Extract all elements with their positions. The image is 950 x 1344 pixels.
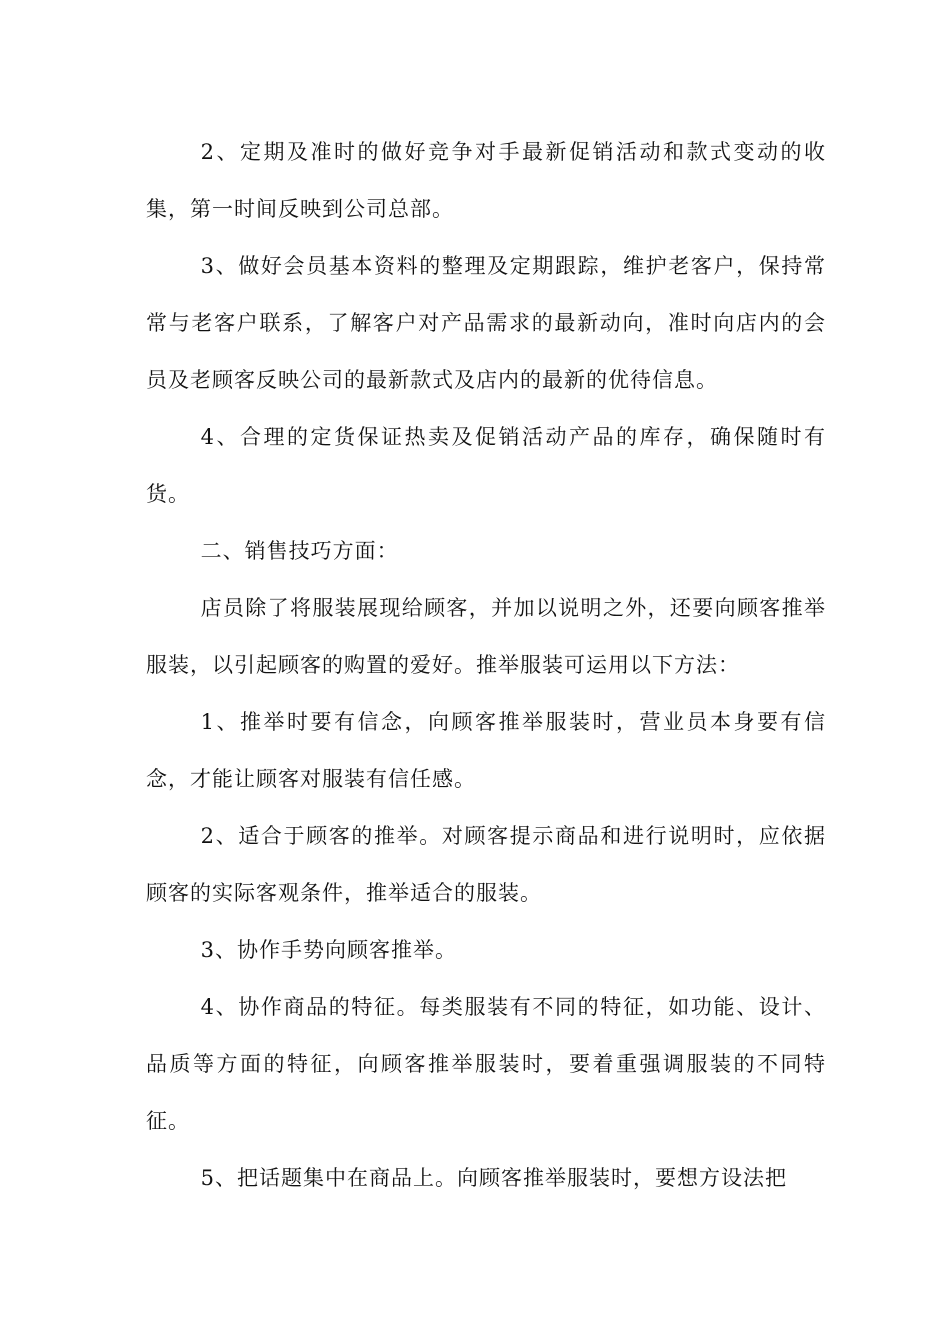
paragraph-inventory-stocking: 4、合理的定货保证热卖及促销活动产品的库存，确保随时有货。 — [146, 425, 826, 506]
document-body — [146, 124, 826, 1207]
paragraph-method-features: 4、协作商品的特征。每类服装有不同的特征，如功能、设计、品质等方面的特征，向顾客推举服装时，要着重强调服装的不同特征。 — [146, 995, 826, 1133]
paragraph-member-tracking: 3、做好会员基本资料的整理及定期跟踪，维护老客户，保持常常与老客户联系，了解客户对产品需求的最新动向，准时向店内的会员及老顾客反映公司的最新款式及店内的最新的优待信息。 — [146, 254, 826, 392]
section-heading-sales-skills: 二、销售技巧方面： — [200, 539, 399, 563]
paragraph-method-focus-topic: 5、把话题集中在商品上。向顾客推举服装时，要想方设法把 — [200, 1166, 787, 1190]
paragraph-method-gestures: 3、协作手势向顾客推举。 — [200, 938, 457, 962]
paragraph-method-suitable: 2、适合于顾客的推举。对顾客提示商品和进行说明时，应依据顾客的实际客观条件，推举适合的服装。 — [146, 824, 826, 905]
paragraph-follow-competitor-promotions: 2、定期及准时的做好竞争对手最新促销活动和款式变动的收集，第一时间反映到公司总部。 — [146, 140, 826, 221]
paragraph-recommend-intro: 店员除了将服装展现给顾客，并加以说明之外，还要向顾客推举服装，以引起顾客的购置的爱好。推举服装可运用以下方法： — [146, 596, 826, 677]
paragraph-method-confidence: 1、推举时要有信念，向顾客推举服装时，营业员本身要有信念，才能让顾客对服装有信任感。 — [146, 710, 826, 791]
